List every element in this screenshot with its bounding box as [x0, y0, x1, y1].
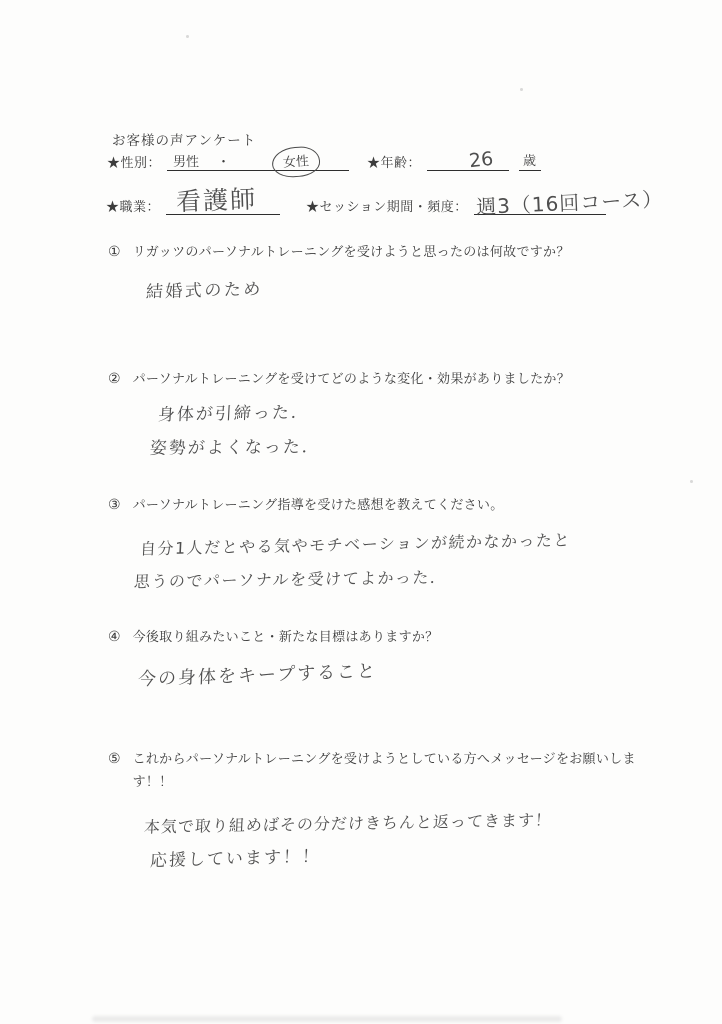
gender-option-male: 男性 [173, 154, 200, 169]
question-2 [108, 368, 661, 393]
question-3-label: パーソナルトレーニング指導を受けた感想を教えてください。 [132, 497, 504, 512]
question-4-label: 今後取り組みたいこと・新たな目標はありますか？ [132, 629, 439, 644]
answer-4-line-1: 今の身体をキープすること [137, 660, 378, 691]
answer-5-line-1: 本気で取り組めばその分だけきちんと返ってきます！ [143, 810, 553, 837]
question-4-number: ④ [108, 630, 121, 645]
gender-label: ★性別： [107, 155, 162, 170]
age-label: ★年齢： [367, 155, 422, 170]
question-2-label: パーソナルトレーニングを受けてどのような変化・効果がありましたか？ [132, 371, 571, 386]
occupation-label: ★職業： [106, 199, 161, 214]
question-5 [108, 748, 661, 794]
answer-1-line-1: 結婚式のため [145, 279, 264, 303]
session-handwritten-value: 週3（16回コース） [475, 186, 664, 220]
age-unit-label: 歳 [519, 150, 541, 171]
age-handwritten-value: 26 [467, 147, 495, 173]
question-1-label: リガッツのパーソナルトレーニングを受けようと思ったのは何故ですか？ [132, 244, 570, 259]
answer-3-line-2: 思うのでパーソナルを受けてよかった． [133, 567, 449, 592]
question-3-number: ③ [108, 498, 121, 513]
question-5-number: ⑤ [108, 752, 121, 767]
question-5-label: これからパーソナルトレーニングを受けようとしている方へメッセージをお願いします！！ [132, 751, 636, 789]
question-4 [108, 626, 661, 651]
answer-2-line-1: 身体が引締った． [157, 402, 311, 426]
session-field [474, 186, 664, 220]
scan-speckle [690, 480, 693, 483]
occupation-handwritten-value: 看護師 [175, 184, 258, 217]
profile-row-gender-age [107, 147, 541, 173]
scan-speckle [520, 88, 523, 91]
occupation-field [166, 184, 280, 217]
gender-field [167, 151, 349, 171]
session-label: ★セッション期間・頻度： [306, 199, 468, 214]
profile-row-occupation-session [106, 184, 664, 220]
question-3 [108, 494, 661, 519]
question-1-number: ① [108, 245, 121, 260]
question-2-number: ② [108, 372, 121, 387]
gender-separator-dot: ・ [217, 154, 231, 169]
page-title: お客様の声アンケート [112, 133, 257, 148]
answer-5-line-2: 応援しています！！ [149, 846, 322, 872]
answer-2-line-2: 姿勢がよくなった． [149, 437, 322, 459]
scan-edge-smudge [92, 1016, 562, 1022]
age-field [427, 147, 509, 173]
answer-3-line-1: 自分1人だとやる気やモチベーションが続かなかったと [139, 530, 572, 559]
question-1 [108, 241, 661, 266]
scan-speckle [186, 35, 189, 38]
gender-option-female-circled: 女性 [271, 145, 321, 178]
